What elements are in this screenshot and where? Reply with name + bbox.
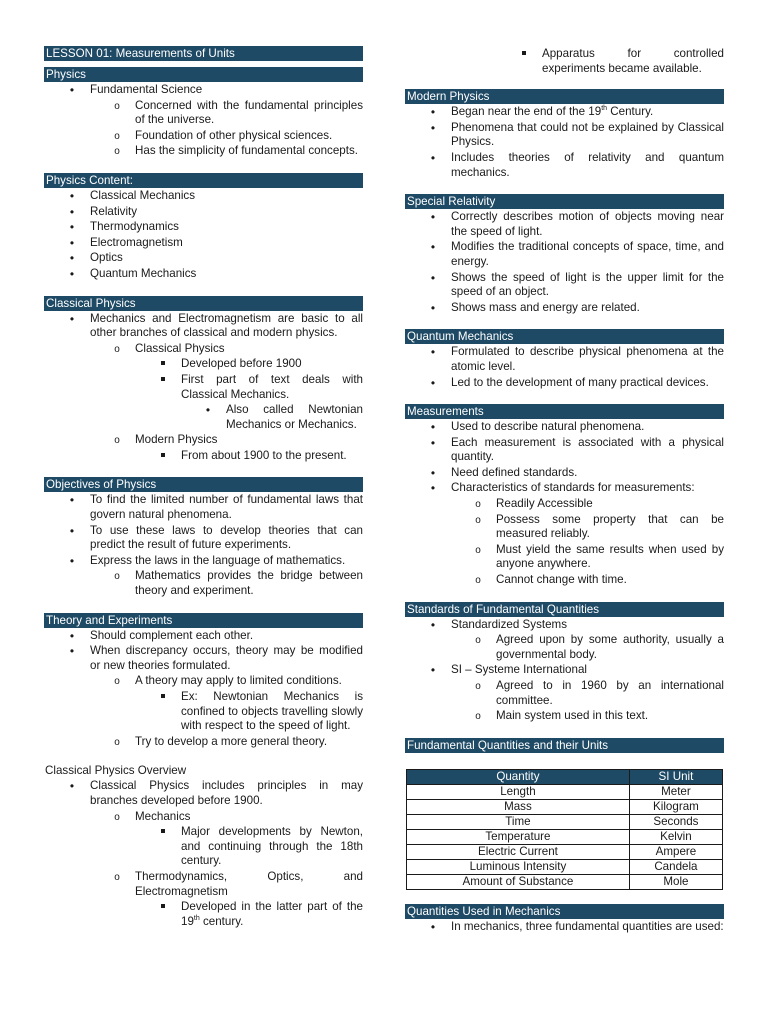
- list-item: • Shows mass and energy are related.: [451, 301, 724, 316]
- list-item: • Standardized Systems: [451, 618, 724, 633]
- list-item: • When discrepancy occurs, theory may be modified or new theories formulated.: [90, 644, 363, 673]
- list-item: • Relativity: [90, 205, 363, 220]
- list-item: • Began near the end of the 19th Century.: [451, 105, 724, 120]
- section-physics-content: [44, 173, 363, 282]
- table-cell: Kelvin: [629, 829, 722, 844]
- table-row: [407, 844, 723, 859]
- list-item: Apparatus for controlled experiments became available.: [542, 47, 724, 76]
- table-cell: Temperature: [407, 829, 630, 844]
- list-item: • To find the limited number of fundamental laws that govern natural phenomena.: [90, 493, 363, 522]
- table-row: [407, 874, 723, 889]
- table-row: [407, 784, 723, 799]
- section-classical-overview: [44, 763, 363, 929]
- section-modern-physics: [405, 89, 724, 180]
- list-item: o Agreed upon by some authority, usually a governmental body.: [496, 633, 724, 662]
- list-item: • Characteristics of standards for measurements:: [451, 481, 724, 496]
- section-standards: [405, 602, 724, 724]
- list-item: o Has the simplicity of fundamental concepts.: [135, 144, 363, 159]
- list-item: • Express the laws in the language of mathematics.: [90, 554, 363, 569]
- list-item: Developed in the latter part of the 19th century.: [181, 900, 363, 929]
- left-column: [44, 46, 363, 943]
- carryover-list: [405, 47, 724, 76]
- table-cell: Mass: [407, 799, 630, 814]
- table-cell: Candela: [629, 859, 722, 874]
- table-cell: Seconds: [629, 814, 722, 829]
- table-header-row: [407, 769, 723, 784]
- list-item: • Also called Newtonian Mechanics or Mechanics.: [226, 403, 363, 432]
- list-item: • Fundamental Science: [90, 83, 363, 98]
- table-cell: Time: [407, 814, 630, 829]
- section-header-measurements: Measurements: [405, 404, 724, 419]
- section-header-fundamental: Fundamental Quantities and their Units: [405, 738, 724, 753]
- section-header-theory: Theory and Experiments: [44, 613, 363, 628]
- units-table: [406, 769, 723, 890]
- section-theory-experiments: [44, 613, 363, 750]
- list-item: • Includes theories of relativity and quantum mechanics.: [451, 151, 724, 180]
- list-item: • Led to the development of many practical devices.: [451, 376, 724, 391]
- list-item: • Should complement each other.: [90, 629, 363, 644]
- column-header-si-unit: SI Unit: [629, 769, 722, 784]
- list-item: • Classical Physics includes principles in may branches developed before 1900.: [90, 779, 363, 808]
- section-header-special: Special Relativity: [405, 194, 724, 209]
- section-header-quantum: Quantum Mechanics: [405, 329, 724, 344]
- list-item: • Quantum Mechanics: [90, 267, 363, 282]
- list-item: • To use these laws to develop theories that can predict the result of future experiments.: [90, 524, 363, 553]
- table-row: [407, 814, 723, 829]
- lesson-title: LESSON 01: Measurements of Units: [44, 46, 363, 61]
- list-item: • Modifies the traditional concepts of space, time, and energy.: [451, 240, 724, 269]
- table-row: [407, 829, 723, 844]
- list-item: o Classical Physics: [135, 342, 363, 357]
- list-item: • Each measurement is associated with a physical quantity.: [451, 436, 724, 465]
- list-item: • Used to describe natural phenomena.: [451, 420, 724, 435]
- section-header-classical-physics: Classical Physics: [44, 296, 363, 311]
- list-item: Major developments by Newton, and continuing through the 18th century.: [181, 825, 363, 869]
- table-cell: Ampere: [629, 844, 722, 859]
- table-cell: Electric Current: [407, 844, 630, 859]
- list-item: o Thermodynamics, Optics, and Electromagnetism: [135, 870, 363, 899]
- list-item: • Need defined standards.: [451, 466, 724, 481]
- list-item: • Correctly describes motion of objects moving near the speed of light.: [451, 210, 724, 239]
- list-item: • Electromagnetism: [90, 236, 363, 251]
- table-cell: Luminous Intensity: [407, 859, 630, 874]
- list-item: o Cannot change with time.: [496, 573, 724, 588]
- section-special-relativity: [405, 194, 724, 315]
- section-header-physics-content: Physics Content:: [44, 173, 363, 188]
- list-item: o Concerned with the fundamental principles of the universe.: [135, 99, 363, 128]
- table-cell: Kilogram: [629, 799, 722, 814]
- list-item: o A theory may apply to limited conditions.: [135, 674, 363, 689]
- list-item: • Mechanics and Electromagnetism are basic to all other branches of classical and modern physics.: [90, 312, 363, 341]
- list-item: • Classical Mechanics: [90, 189, 363, 204]
- list-item: o Mathematics provides the bridge between theory and experiment.: [135, 569, 363, 598]
- table-cell: Meter: [629, 784, 722, 799]
- list-item: o Foundation of other physical sciences.: [135, 129, 363, 144]
- list-item: • Thermodynamics: [90, 220, 363, 235]
- list-item: • Phenomena that could not be explained by Classical Physics.: [451, 121, 724, 150]
- section-fundamental-quantities: [405, 738, 724, 890]
- section-measurements: [405, 404, 724, 588]
- section-physics: [44, 67, 363, 159]
- table-row: [407, 799, 723, 814]
- table-cell: Length: [407, 784, 630, 799]
- section-objectives: [44, 477, 363, 598]
- list-item: o Possess some property that can be measured reliably.: [496, 513, 724, 542]
- section-header-modern: Modern Physics: [405, 89, 724, 104]
- right-column: [405, 46, 724, 948]
- list-item: • Optics: [90, 251, 363, 266]
- list-item: o Agreed to in 1960 by an international committee.: [496, 679, 724, 708]
- section-header-standards: Standards of Fundamental Quantities: [405, 602, 724, 617]
- list-item: • SI – Systeme International: [451, 663, 724, 678]
- section-header-overview: Classical Physics Overview: [45, 764, 187, 778]
- table-cell: Amount of Substance: [407, 874, 630, 889]
- list-item: o Try to develop a more general theory.: [135, 735, 363, 750]
- section-header-mechanics: Quantities Used in Mechanics: [405, 904, 724, 919]
- section-quantum-mechanics: [405, 329, 724, 390]
- list-item: From about 1900 to the present.: [181, 449, 363, 464]
- list-item: • In mechanics, three fundamental quantities are used:: [451, 920, 724, 935]
- section-mechanics-quantities: [405, 904, 724, 935]
- list-item: Ex: Newtonian Mechanics is confined to objects travelling slowly with respect to the speed of light.: [181, 690, 363, 734]
- section-header-physics: Physics: [44, 67, 363, 82]
- list-item: o Main system used in this text.: [496, 709, 724, 724]
- list-item: • Formulated to describe physical phenomena at the atomic level.: [451, 345, 724, 374]
- list-item: Developed before 1900: [181, 357, 363, 372]
- section-classical-physics: [44, 296, 363, 464]
- list-item: • Shows the speed of light is the upper limit for the speed of an object.: [451, 271, 724, 300]
- list-item: o Mechanics: [135, 810, 363, 825]
- list-item: o Modern Physics: [135, 433, 363, 448]
- section-header-objectives: Objectives of Physics: [44, 477, 363, 492]
- table-cell: Mole: [629, 874, 722, 889]
- list-item: o Readily Accessible: [496, 497, 724, 512]
- column-header-quantity: Quantity: [407, 769, 630, 784]
- list-item: First part of text deals with Classical Mechanics.: [181, 373, 363, 402]
- table-row: [407, 859, 723, 874]
- list-item: o Must yield the same results when used by anyone anywhere.: [496, 543, 724, 572]
